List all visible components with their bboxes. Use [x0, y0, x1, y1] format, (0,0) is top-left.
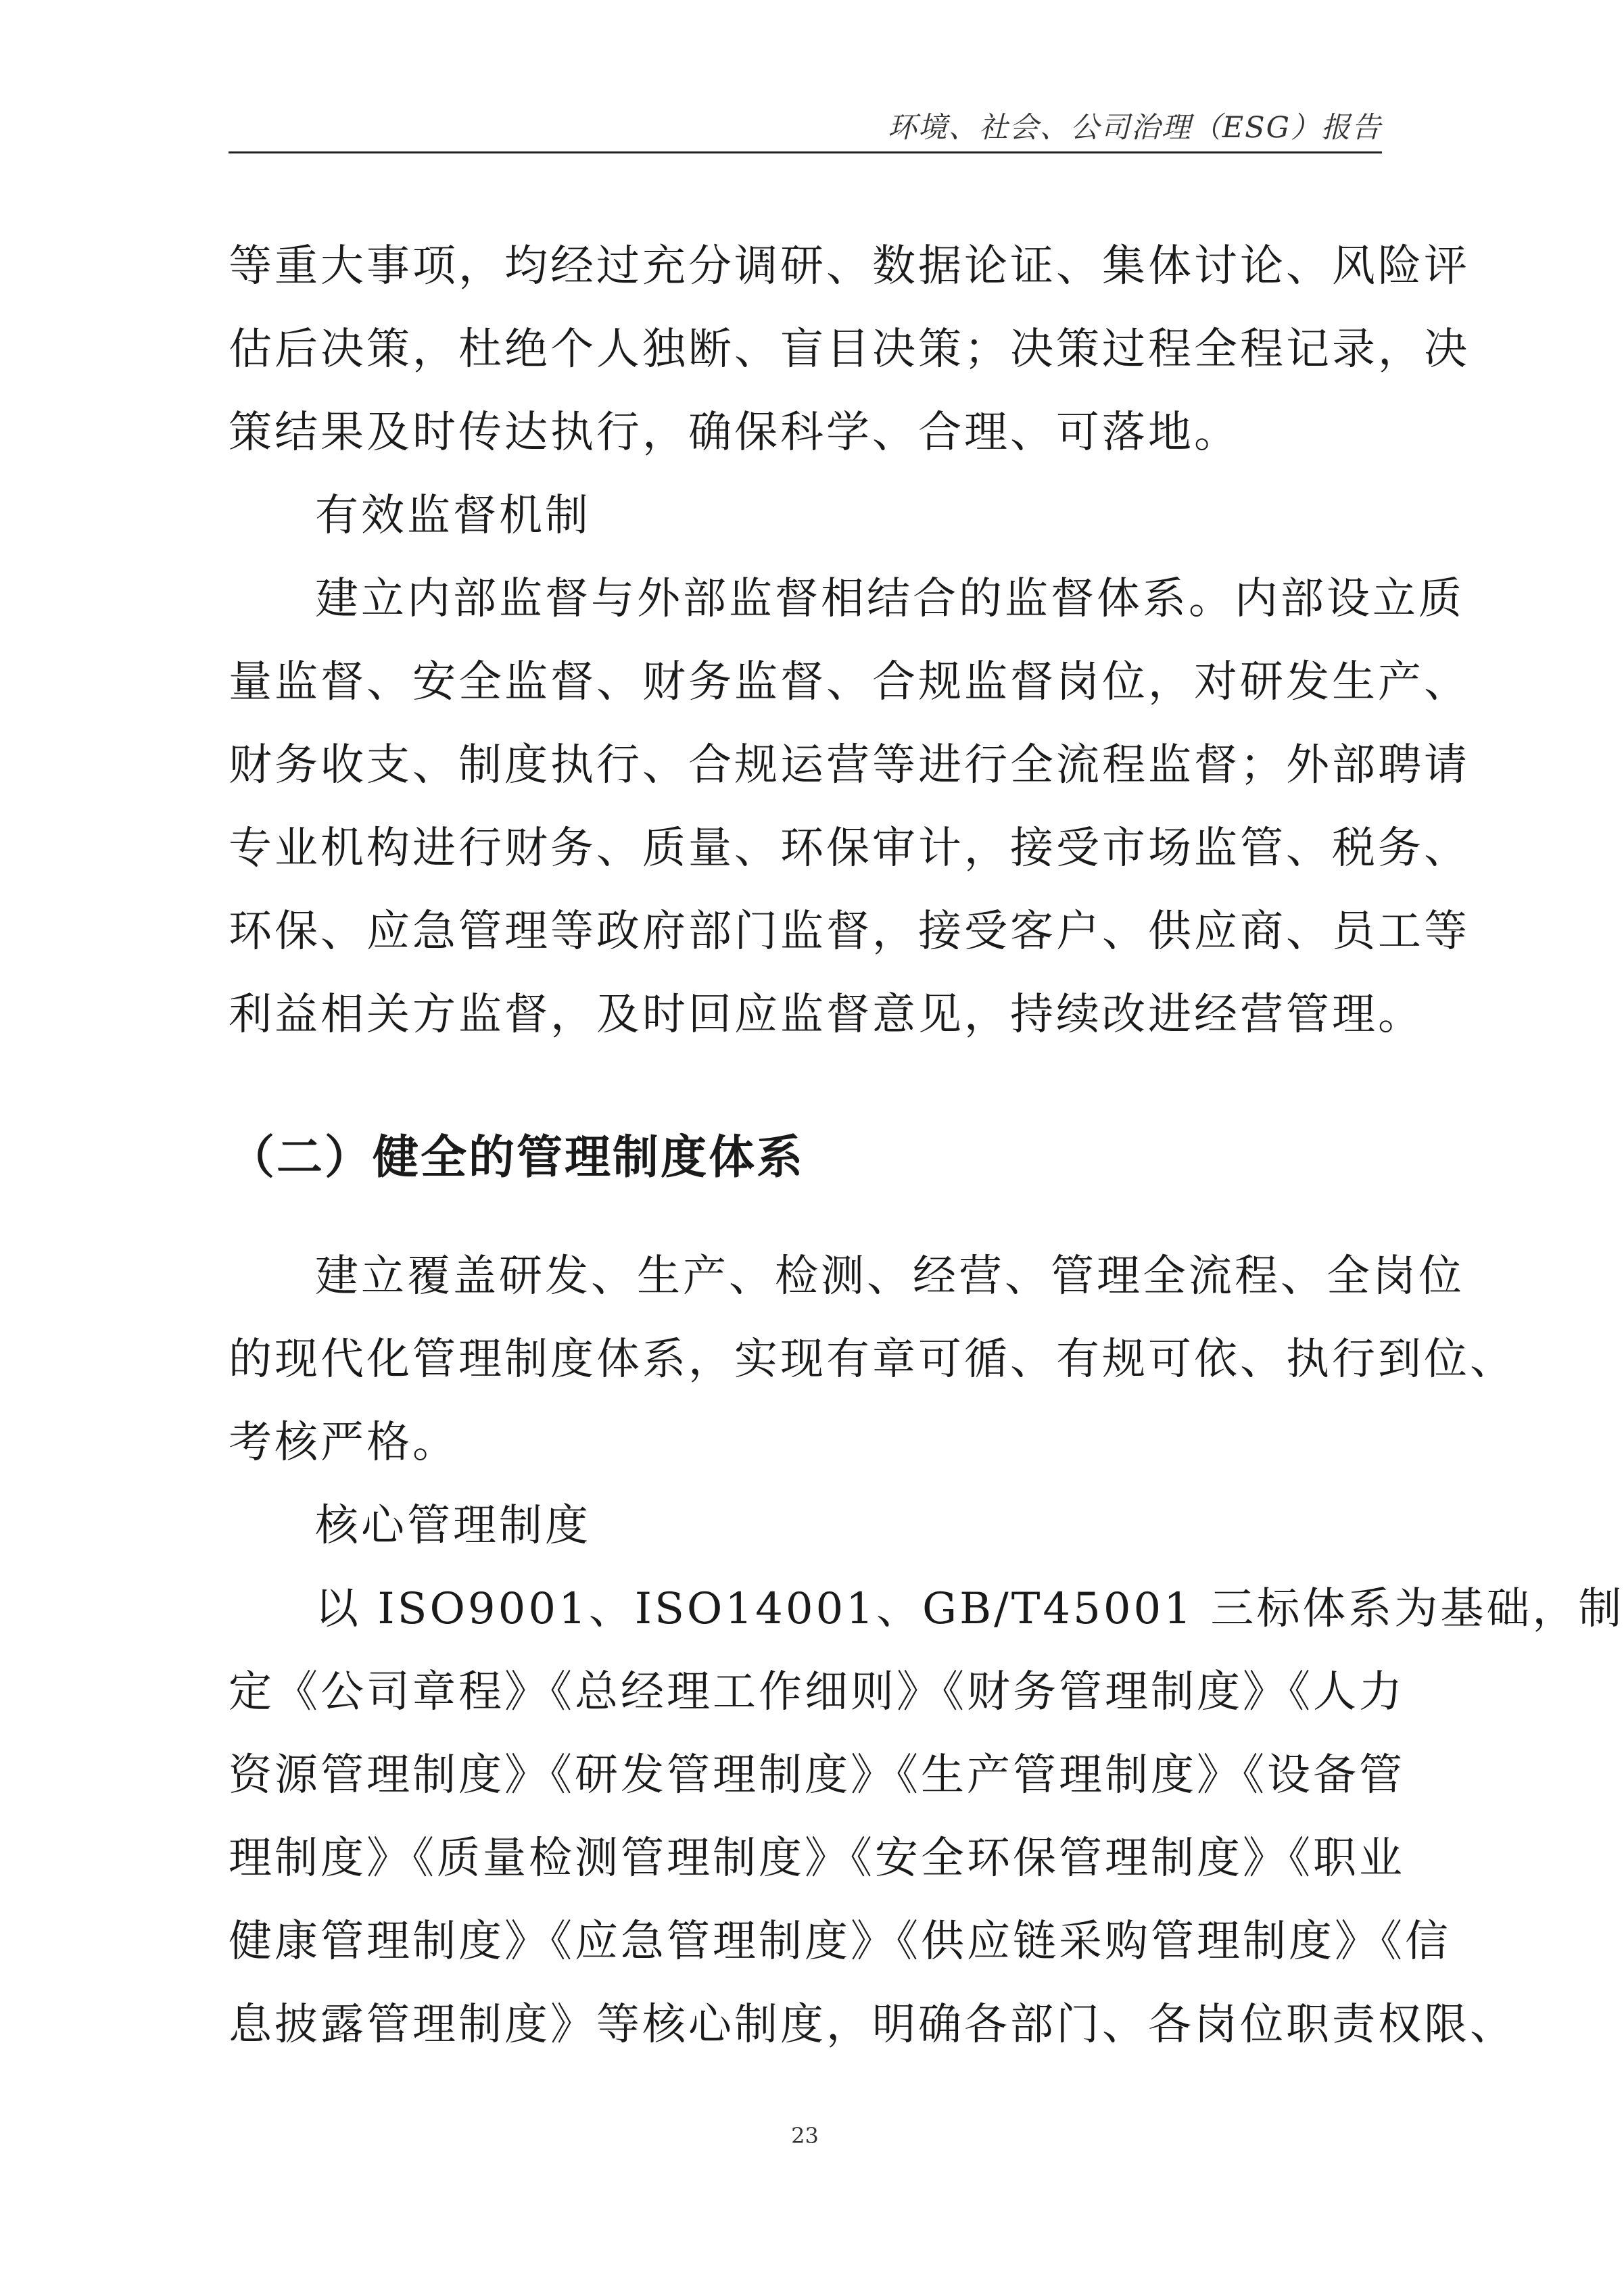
section-heading: （二）健全的管理制度体系: [229, 1131, 805, 1184]
report-title: 环境、社会、公司治理（ESG）报告: [887, 111, 1382, 145]
text-line: 健康管理制度》《应急管理制度》《供应链采购管理制度》《信: [229, 1917, 1451, 1967]
text-line: 利益相关方监督，及时回应监督意见，持续改进经营管理。: [229, 990, 1424, 1040]
text-line: 以 ISO9001、ISO14001、GB/T45001 三标体系为基础，制: [315, 1584, 1624, 1634]
text-line: 资源管理制度》《研发管理制度》《生产管理制度》《设备管: [229, 1750, 1405, 1800]
subtitle-text: 核心管理制度: [315, 1501, 591, 1551]
text-line: 估后决策，杜绝个人独断、盲目决策；决策过程全程记录，决: [229, 325, 1470, 375]
text-line: 息披露管理制度》等核心制度，明确各部门、各岗位职责权限、: [229, 2000, 1516, 2050]
text-line: 考核严格。: [229, 1418, 458, 1468]
text-line: 理制度》《质量检测管理制度》《安全环保管理制度》《职业: [229, 1833, 1405, 1884]
text-line: 建立覆盖研发、生产、检测、经营、管理全流程、全岗位: [315, 1251, 1464, 1301]
text-line: 建立内部监督与外部监督相结合的监督体系。内部设立质: [315, 574, 1464, 624]
text-line: 环保、应急管理等政府部门监督，接受客户、供应商、员工等: [229, 907, 1470, 957]
text-line: 的现代化管理制度体系，实现有章可循、有规可依、执行到位、: [229, 1335, 1516, 1385]
text-line: 定《公司章程》《总经理工作细则》《财务管理制度》《人力: [229, 1667, 1405, 1717]
text-line: 策结果及时传达执行，确保科学、合理、可落地。: [229, 408, 1240, 458]
page-header: [229, 111, 1382, 153]
text-line: 财务收支、制度执行、合规运营等进行全流程监督；外部聘请: [229, 740, 1470, 790]
subtitle-text: 有效监督机制: [315, 491, 591, 541]
text-line: 等重大事项，均经过充分调研、数据论证、集体讨论、风险评: [229, 241, 1470, 291]
text-line: 量监督、安全监督、财务监督、合规监督岗位，对研发生产、: [229, 657, 1470, 707]
text-line: 专业机构进行财务、质量、环保审计，接受市场监管、税务、: [229, 823, 1470, 873]
page-number: 23: [791, 2123, 819, 2149]
